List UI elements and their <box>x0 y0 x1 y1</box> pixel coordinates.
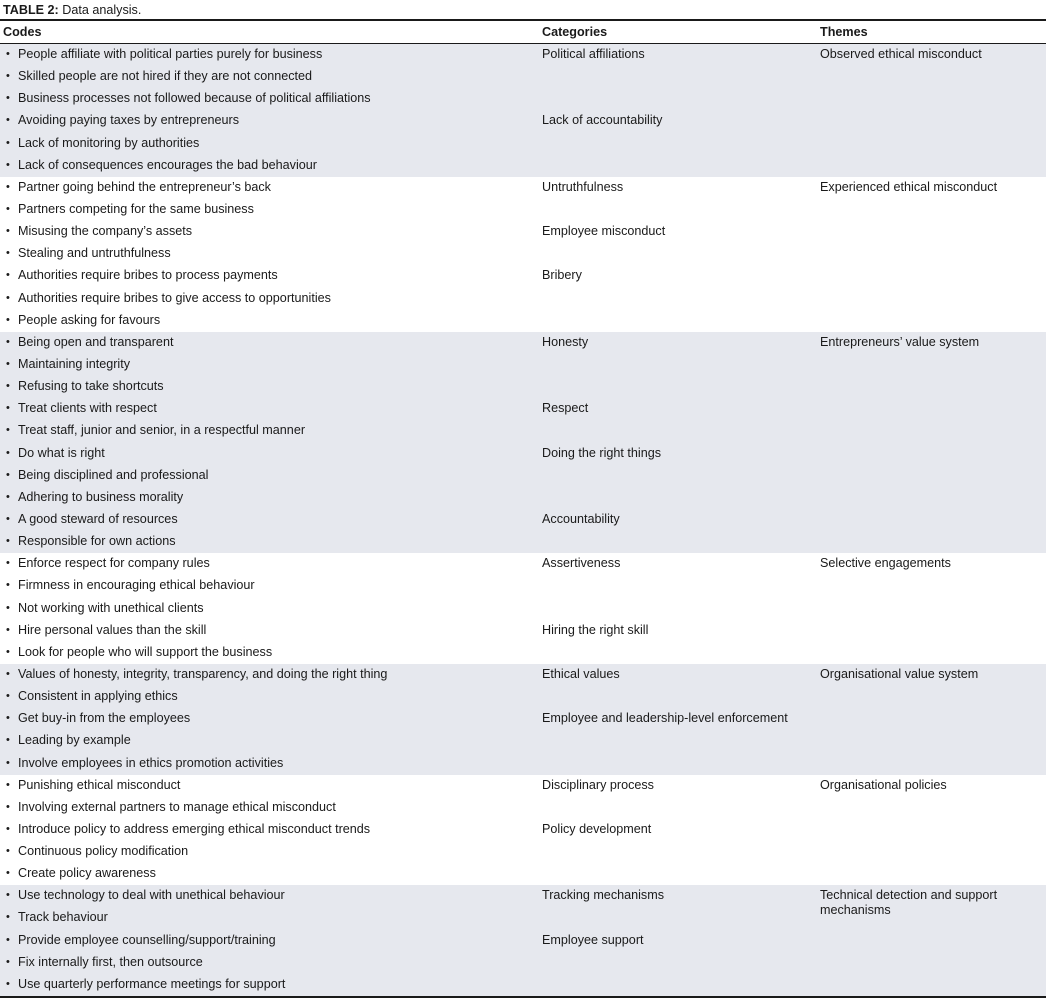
category-cell: Accountability <box>542 511 620 526</box>
bullet-icon: • <box>6 889 10 902</box>
table-group <box>0 553 1046 664</box>
category-cell: Honesty <box>542 334 589 349</box>
category-cell: Tracking mechanisms <box>542 888 665 903</box>
category-cell: Employee misconduct <box>542 224 666 239</box>
bullet-icon: • <box>6 92 10 105</box>
bullet-icon: • <box>6 424 10 437</box>
bullet-icon: • <box>6 690 10 703</box>
table-row <box>0 730 1046 752</box>
table-row <box>0 753 1046 775</box>
bullet-icon: • <box>6 158 10 171</box>
code-cell: Authorities require bribes to process payments <box>18 268 278 283</box>
bullet-icon: • <box>6 48 10 60</box>
table-row <box>0 775 1046 797</box>
bullet-icon: • <box>6 623 10 636</box>
table-row <box>0 708 1046 730</box>
code-cell: Get buy-in from the employees <box>18 711 191 726</box>
code-cell: Skilled people are not hired if they are not connected <box>18 69 313 84</box>
bullet-icon: • <box>6 335 10 348</box>
bullet-icon: • <box>6 225 10 238</box>
code-cell: Firmness in encouraging ethical behaviour <box>18 578 255 593</box>
code-cell: Use technology to deal with unethical behaviour <box>18 888 285 903</box>
bullet-icon: • <box>6 601 10 614</box>
theme-cell: Technical detection and support mechanisms <box>820 888 998 917</box>
code-cell: Business processes not followed because of political affiliations <box>18 91 371 106</box>
table-row <box>0 420 1046 442</box>
table-row <box>0 265 1046 287</box>
code-cell: Punishing ethical misconduct <box>18 777 181 792</box>
code-cell: Lack of monitoring by authorities <box>18 135 200 150</box>
table-row <box>0 487 1046 509</box>
table-row <box>0 332 1046 354</box>
bullet-icon: • <box>6 380 10 393</box>
table-row <box>0 110 1046 132</box>
code-cell: Involving external partners to manage ethical misconduct <box>18 799 336 814</box>
table-row <box>0 885 1046 917</box>
category-cell: Untruthfulness <box>542 179 624 194</box>
theme-cell: Experienced ethical misconduct <box>820 179 998 194</box>
code-cell: Misusing the company’s assets <box>18 224 193 239</box>
table-group <box>0 775 1046 886</box>
code-cell: Lack of consequences encourages the bad behaviour <box>18 157 317 172</box>
code-cell: Leading by example <box>18 733 131 748</box>
code-cell: Track behaviour <box>18 910 108 925</box>
category-cell: Political affiliations <box>542 47 645 61</box>
category-cell: Assertiveness <box>542 556 621 571</box>
code-cell: Look for people who will support the business <box>18 644 273 659</box>
bullet-icon: • <box>6 114 10 127</box>
table-row <box>0 221 1046 243</box>
table-row <box>0 398 1046 420</box>
code-cell: Maintaining integrity <box>18 356 131 371</box>
code-cell: Involve employees in ethics promotion activities <box>18 755 284 770</box>
category-cell: Policy development <box>542 821 652 836</box>
code-cell: Values of honesty, integrity, transparency, and doing the right thing <box>18 666 388 681</box>
bullet-icon: • <box>6 712 10 725</box>
table-row <box>0 88 1046 110</box>
table-row <box>0 686 1046 708</box>
table-row <box>0 376 1046 398</box>
bullet-icon: • <box>6 247 10 260</box>
code-cell: Partners competing for the same business <box>18 201 254 216</box>
table-row <box>0 354 1046 376</box>
table-row <box>0 553 1046 575</box>
code-cell: Adhering to business morality <box>18 489 184 504</box>
code-cell: Partner going behind the entrepreneur’s back <box>18 179 271 194</box>
code-cell: Fix internally first, then outsource <box>18 954 203 969</box>
code-cell: Do what is right <box>18 445 105 460</box>
bullet-icon: • <box>6 446 10 459</box>
table-row <box>0 531 1046 553</box>
bullet-icon: • <box>6 645 10 658</box>
bullet-icon: • <box>6 357 10 370</box>
table-row <box>0 199 1046 221</box>
table-row <box>0 863 1046 885</box>
table-row <box>0 133 1046 155</box>
table-row <box>0 177 1046 199</box>
category-cell: Lack of accountability <box>542 113 663 128</box>
theme-cell: Entrepreneurs’ value system <box>820 334 980 349</box>
bullet-icon: • <box>6 180 10 193</box>
bullet-icon: • <box>6 822 10 835</box>
table-row <box>0 952 1046 974</box>
bullet-icon: • <box>6 313 10 326</box>
table-row <box>0 974 1046 996</box>
table-row <box>0 797 1046 819</box>
bullet-icon: • <box>6 490 10 503</box>
table-row <box>0 819 1046 841</box>
category-cell: Disciplinary process <box>542 777 654 792</box>
bullet-icon: • <box>6 845 10 858</box>
table-group <box>0 44 1046 177</box>
code-cell: Being disciplined and professional <box>18 467 209 482</box>
table-row <box>0 575 1046 597</box>
bullet-icon: • <box>6 911 10 924</box>
code-cell: Continuous policy modification <box>18 844 189 859</box>
table-row <box>0 443 1046 465</box>
table-caption-text: Data analysis. <box>58 3 142 17</box>
theme-cell: Selective engagements <box>820 556 951 571</box>
theme-cell: Organisational value system <box>820 666 979 681</box>
table-row <box>0 44 1046 66</box>
bullet-icon: • <box>6 667 10 680</box>
header-codes: Codes <box>3 25 42 39</box>
table-group <box>0 332 1046 553</box>
header-themes: Themes <box>820 25 868 39</box>
code-cell: Stealing and untruthfulness <box>18 246 171 261</box>
code-cell: Introduce policy to address emerging ethical misconduct trends <box>18 821 371 836</box>
category-cell: Hiring the right skill <box>542 622 649 637</box>
bullet-icon: • <box>6 535 10 548</box>
code-cell: A good steward of resources <box>18 511 178 526</box>
code-cell: Avoiding paying taxes by entrepreneurs <box>18 113 239 128</box>
table-row <box>0 155 1046 177</box>
code-cell: People asking for favours <box>18 312 161 327</box>
code-cell: Treat clients with respect <box>18 401 157 416</box>
bullet-icon: • <box>6 579 10 592</box>
table-caption-label: TABLE 2: <box>3 3 59 17</box>
code-cell: Enforce respect for company rules <box>18 556 210 571</box>
bullet-icon: • <box>6 933 10 946</box>
table-row <box>0 66 1046 88</box>
code-cell: Create policy awareness <box>18 866 156 881</box>
code-cell: Not working with unethical clients <box>18 600 204 615</box>
code-cell: Refusing to take shortcuts <box>18 379 164 394</box>
table-row <box>0 664 1046 686</box>
bullet-icon: • <box>6 734 10 747</box>
table-row <box>0 907 1046 929</box>
bullet-icon: • <box>6 70 10 83</box>
bullet-icon: • <box>6 778 10 791</box>
bullet-icon: • <box>6 756 10 769</box>
category-cell: Ethical values <box>542 666 620 681</box>
header-categories: Categories <box>542 25 608 39</box>
bullet-icon: • <box>6 867 10 880</box>
table-row <box>0 243 1046 265</box>
table-header <box>0 21 1046 44</box>
code-cell: Responsible for own actions <box>18 534 176 549</box>
table-body <box>0 44 1046 996</box>
category-cell: Employee support <box>542 932 644 947</box>
bullet-icon: • <box>6 800 10 813</box>
bullet-icon: • <box>6 269 10 282</box>
table-row <box>0 841 1046 863</box>
code-cell: Being open and transparent <box>18 334 174 349</box>
table-row <box>0 509 1046 531</box>
table-row <box>0 310 1046 332</box>
bullet-icon: • <box>6 136 10 149</box>
bullet-icon: • <box>6 977 10 990</box>
code-cell: Consistent in applying ethics <box>18 689 178 704</box>
table-row <box>0 288 1046 310</box>
theme-cell: Observed ethical misconduct <box>820 47 982 61</box>
table-row <box>0 930 1046 952</box>
category-cell: Respect <box>542 401 589 416</box>
bottom-rule <box>0 996 1046 998</box>
bullet-icon: • <box>6 955 10 968</box>
table-row <box>0 620 1046 642</box>
table-row <box>0 642 1046 664</box>
table-group <box>0 885 1046 996</box>
code-cell: Hire personal values than the skill <box>18 622 207 637</box>
theme-cell: Organisational policies <box>820 777 947 792</box>
bullet-icon: • <box>6 557 10 570</box>
category-cell: Bribery <box>542 268 582 283</box>
bullet-icon: • <box>6 402 10 415</box>
code-cell: People affiliate with political parties purely for business <box>18 47 323 61</box>
code-cell: Use quarterly performance meetings for support <box>18 976 286 991</box>
table-caption <box>3 3 141 18</box>
code-cell: Treat staff, junior and senior, in a respectful manner <box>18 423 306 438</box>
code-cell: Authorities require bribes to give access to opportunities <box>18 290 331 305</box>
bullet-icon: • <box>6 512 10 525</box>
bullet-icon: • <box>6 468 10 481</box>
table-row <box>0 465 1046 487</box>
table-group <box>0 664 1046 775</box>
category-cell: Doing the right things <box>542 445 662 460</box>
bullet-icon: • <box>6 291 10 304</box>
table-row <box>0 598 1046 620</box>
category-cell: Employee and leadership-level enforcement <box>542 711 788 726</box>
bullet-icon: • <box>6 202 10 215</box>
code-cell: Provide employee counselling/support/training <box>18 932 276 947</box>
table-group <box>0 177 1046 332</box>
